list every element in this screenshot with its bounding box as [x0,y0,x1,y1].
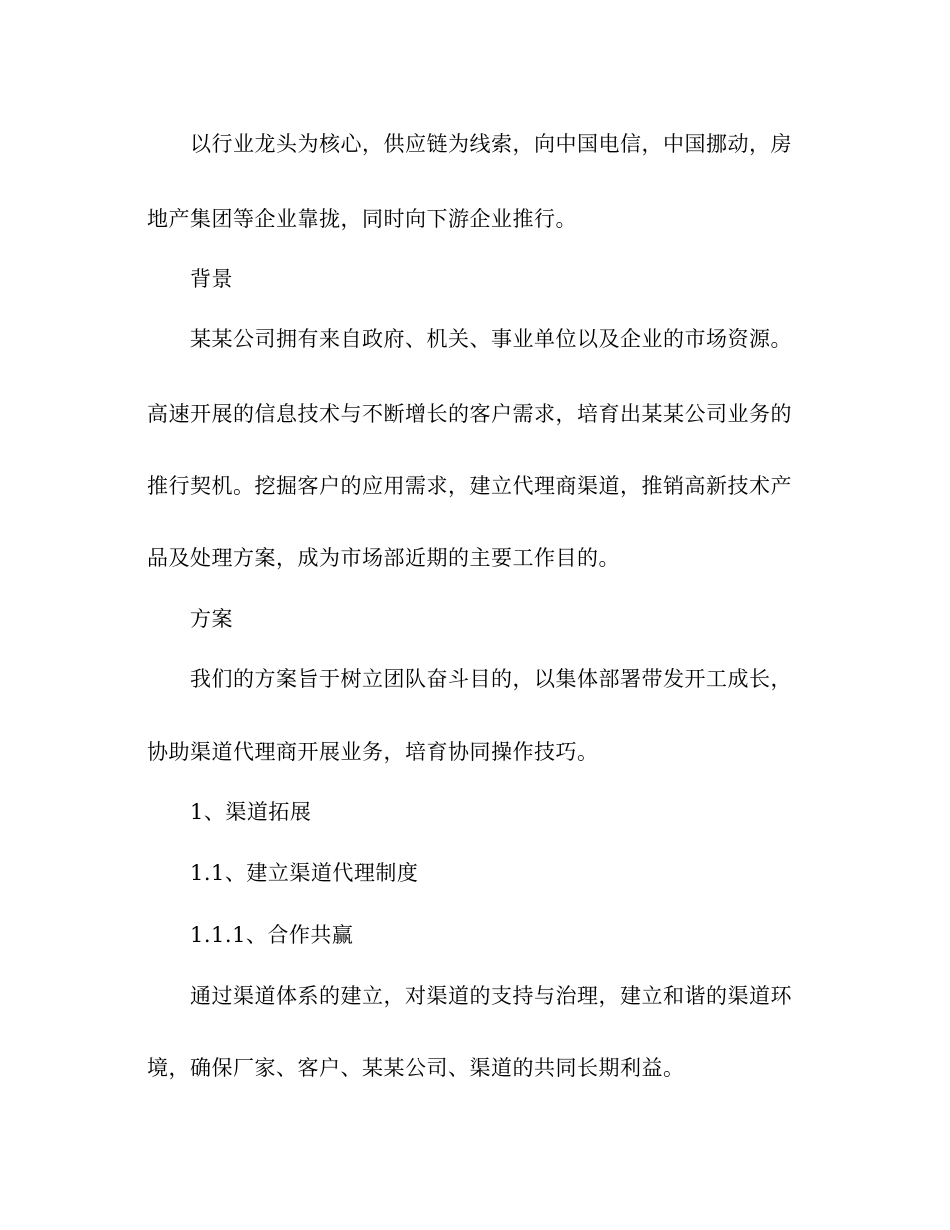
paragraph-2-line-1: 某某公司拥有来自政府、机关、事业单位以及企业的市场资源。 [190,327,792,351]
paragraph-2-line-4: 品及处理方案，成为市场部近期的主要工作目的。 [147,546,620,570]
paragraph-1-line-1: 以行业龙头为核心，供应链为线索，向中国电信，中国挪动，房 [190,132,792,156]
paragraph-4-line-2: 境，确保厂家、客户、某某公司、渠道的共同长期利益。 [147,1056,685,1080]
heading-background: 背景 [190,267,233,291]
section-heading-1-1-1: 1.1.1、合作共赢 [190,923,354,947]
paragraph-2-line-3: 推行契机。挖掘客户的应用需求，建立代理商渠道，推销高新技术产 [147,474,792,498]
paragraph-3-line-2: 协助渠道代理商开展业务，培育协同操作技巧。 [147,740,599,764]
section-heading-1-1: 1.1、建立渠道代理制度 [190,861,419,885]
paragraph-1-line-2: 地产集团等企业靠拢，同时向下游企业推行。 [147,207,577,231]
paragraph-3-line-1: 我们的方案旨于树立团队奋斗目的，以集体部署带发开工成长， [190,667,792,691]
paragraph-4-line-1: 通过渠道体系的建立，对渠道的支持与治理，建立和谐的渠道环 [190,984,792,1008]
heading-plan: 方案 [190,607,233,631]
paragraph-2-line-2: 高速开展的信息技术与不断增长的客户需求，培育出某某公司业务的 [147,402,792,426]
section-heading-1: 1、渠道拓展 [190,800,312,824]
